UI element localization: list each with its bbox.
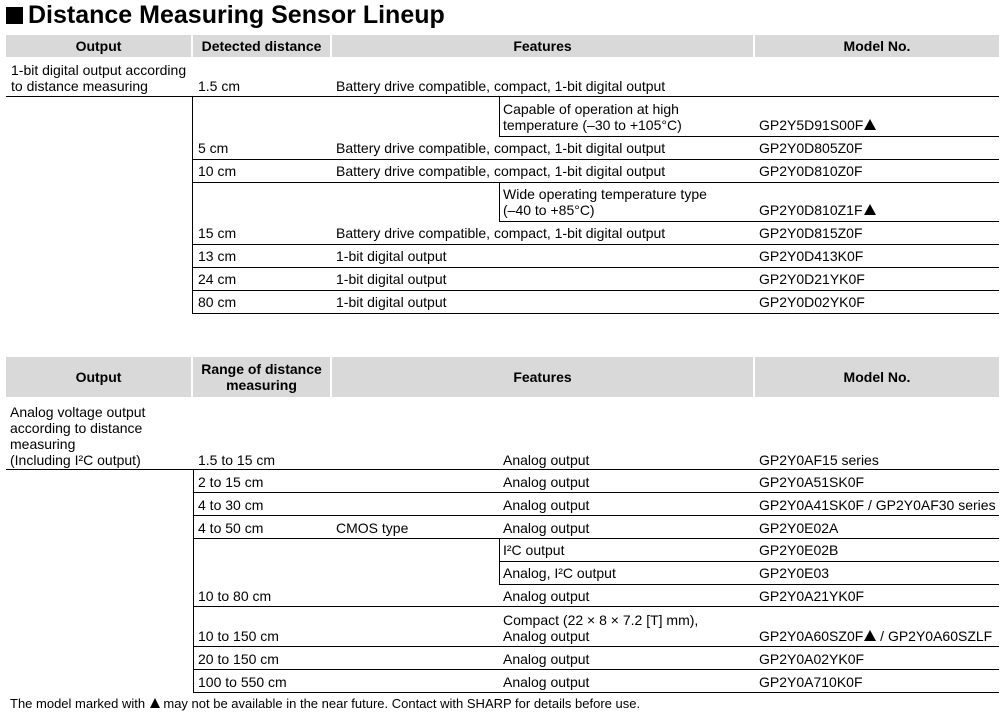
row-divider: [192, 159, 999, 160]
table-cell-distance: 13 cm: [198, 248, 237, 264]
table-cell-model: GP2Y0A51SK0F: [759, 474, 865, 490]
row-divider: [499, 584, 999, 585]
table-cell-feature: Battery drive compatible, compact, 1-bit digital output: [336, 163, 666, 179]
table-cell-feature: Analog output: [503, 628, 590, 644]
column-divider: [499, 96, 500, 136]
table-cell-feature: Battery drive compatible, compact, 1-bit digital output: [336, 140, 666, 156]
footnote-text: may not be available in the near future. Contact with SHARP for details before use.: [163, 696, 641, 711]
table-cell-distance: 80 cm: [198, 294, 237, 310]
table-cell-range: 1.5 to 15 cm: [198, 452, 276, 468]
table-cell-model: [759, 117, 876, 133]
table-cell-feature: Wide operating temperature type: [503, 186, 707, 202]
table-cell-feature: Analog output: [503, 452, 590, 468]
header-features: Features: [332, 357, 753, 397]
header-output: Output: [6, 357, 191, 397]
table-cell-distance: 10 cm: [198, 163, 237, 179]
row-divider: [193, 646, 999, 647]
output-label-line1: Analog voltage output: [10, 404, 146, 420]
row-divider: [193, 515, 999, 516]
table-cell-range: 10 to 80 cm: [198, 588, 272, 604]
row-divider: [193, 538, 999, 539]
row-divider: [6, 96, 999, 97]
table-cell-feature: Analog output: [503, 588, 590, 604]
page-title-text: Distance Measuring Sensor Lineup: [28, 1, 445, 29]
row-divider: [192, 290, 999, 291]
page-title: [6, 0, 445, 30]
model-separator: /: [876, 628, 888, 644]
table-cell-model: GP2Y0D02YK0F: [759, 294, 865, 310]
table-cell-range: 10 to 150 cm: [198, 628, 279, 644]
triangle-up-icon: [864, 119, 876, 130]
table-cell-model: GP2Y0A710K0F: [759, 674, 863, 690]
table-cell-feature: Battery drive compatible, compact, 1-bit digital output: [336, 78, 666, 94]
table-cell-model: GP2Y0E02B: [759, 542, 839, 558]
column-divider: [499, 182, 500, 222]
triangle-up-icon: [864, 630, 876, 641]
header-model: Model No.: [755, 357, 999, 397]
row-divider: [499, 136, 999, 137]
table-cell-model: GP2Y0E03: [759, 565, 830, 581]
row-divider: [192, 182, 999, 183]
output-label-line2: according to distance: [10, 420, 143, 436]
table-cell-range: 20 to 150 cm: [198, 651, 279, 667]
table-cell-feature: Battery drive compatible, compact, 1-bit digital output: [336, 225, 666, 241]
table-cell-feature: 1-bit digital output: [336, 248, 447, 264]
table-cell-distance: 15 cm: [198, 225, 237, 241]
row-divider: [499, 221, 999, 222]
header-output: Output: [6, 35, 191, 57]
row-divider: [193, 606, 999, 607]
table-cell-model: GP2Y0E02A: [759, 520, 839, 536]
table-cell-feature: 1-bit digital output: [336, 271, 447, 287]
model-text: GP2Y0D810Z1F: [759, 202, 863, 218]
table-cell-model: GP2Y0D815Z0F: [759, 225, 863, 241]
table-cell-feature: Analog output: [503, 474, 590, 490]
table-cell-model: GP2Y0D413K0F: [759, 248, 864, 264]
row-divider: [6, 469, 999, 470]
model-text: GP2Y0A60SZLF: [887, 628, 993, 644]
table-cell-feature: temperature (–30 to +105°C): [503, 117, 682, 133]
table-cell-feature: 1-bit digital output: [336, 294, 447, 310]
header-range-line2: measuring: [226, 377, 297, 393]
table-cell-model: [759, 628, 992, 644]
table-cell-feature: Analog output: [503, 651, 590, 667]
table-cell-range: 4 to 50 cm: [198, 520, 264, 536]
footnote: [10, 696, 640, 712]
output-label-line4: (Including I²C output): [10, 452, 141, 468]
table-cell-model: GP2Y0D21YK0F: [759, 271, 865, 287]
square-bullet-icon: [6, 7, 23, 24]
table-cell-model: GP2Y0A21YK0F: [759, 588, 865, 604]
footnote-text: The model marked with: [10, 696, 146, 711]
table-cell-feature: Analog output: [503, 674, 590, 690]
table-cell-feature: (–40 to +85°C): [503, 202, 595, 218]
table-cell-model: GP2Y0AF15 series: [759, 452, 879, 468]
table-cell-range: 2 to 15 cm: [198, 474, 264, 490]
table-cell-type: CMOS type: [336, 520, 409, 536]
model-text: GP2Y0A60SZ0F: [759, 628, 864, 644]
header-range: [193, 357, 330, 397]
table-cell-model: GP2Y0D805Z0F: [759, 140, 863, 156]
row-divider: [192, 244, 999, 245]
table-cell-feature: I²C output: [503, 542, 565, 558]
table-cell-feature: Analog output: [503, 520, 590, 536]
table-cell-feature: Compact (22 × 8 × 7.2 [T] mm),: [503, 612, 699, 628]
header-range-line1: Range of distance: [201, 361, 322, 377]
output-label-line2: to distance measuring: [11, 78, 148, 94]
row-divider: [193, 669, 999, 670]
table-cell-feature: Capable of operation at high: [503, 101, 679, 117]
row-divider: [192, 313, 999, 314]
table-cell-distance: 1.5 cm: [198, 78, 241, 94]
table-cell-distance: 5 cm: [198, 140, 229, 156]
table-cell-feature: Analog output: [503, 497, 590, 513]
row-divider: [499, 561, 999, 562]
table-cell-model: [759, 202, 876, 218]
row-divider: [193, 492, 999, 493]
output-label-line3: measuring: [10, 436, 76, 452]
table-cell-distance: 24 cm: [198, 271, 237, 287]
row-divider: [193, 692, 999, 693]
model-text: GP2Y5D91S00F: [759, 117, 864, 133]
header-model: Model No.: [755, 35, 999, 57]
table-cell-model: GP2Y0A41SK0F / GP2Y0AF30 series: [759, 497, 996, 513]
triangle-up-icon: [864, 204, 876, 215]
column-divider: [193, 469, 194, 692]
table-cell-range: 100 to 550 cm: [198, 674, 287, 690]
header-detected-distance: Detected distance: [193, 35, 330, 57]
column-divider: [192, 96, 193, 314]
table-cell-model: GP2Y0A02YK0F: [759, 651, 865, 667]
triangle-up-icon: [150, 698, 160, 708]
table-cell-model: GP2Y0D810Z0F: [759, 163, 863, 179]
output-label-line1: 1-bit digital output according: [11, 62, 187, 78]
table-cell-range: 4 to 30 cm: [198, 497, 264, 513]
table-cell-feature: Analog, I²C output: [503, 565, 616, 581]
row-divider: [192, 267, 999, 268]
header-features: Features: [332, 35, 753, 57]
